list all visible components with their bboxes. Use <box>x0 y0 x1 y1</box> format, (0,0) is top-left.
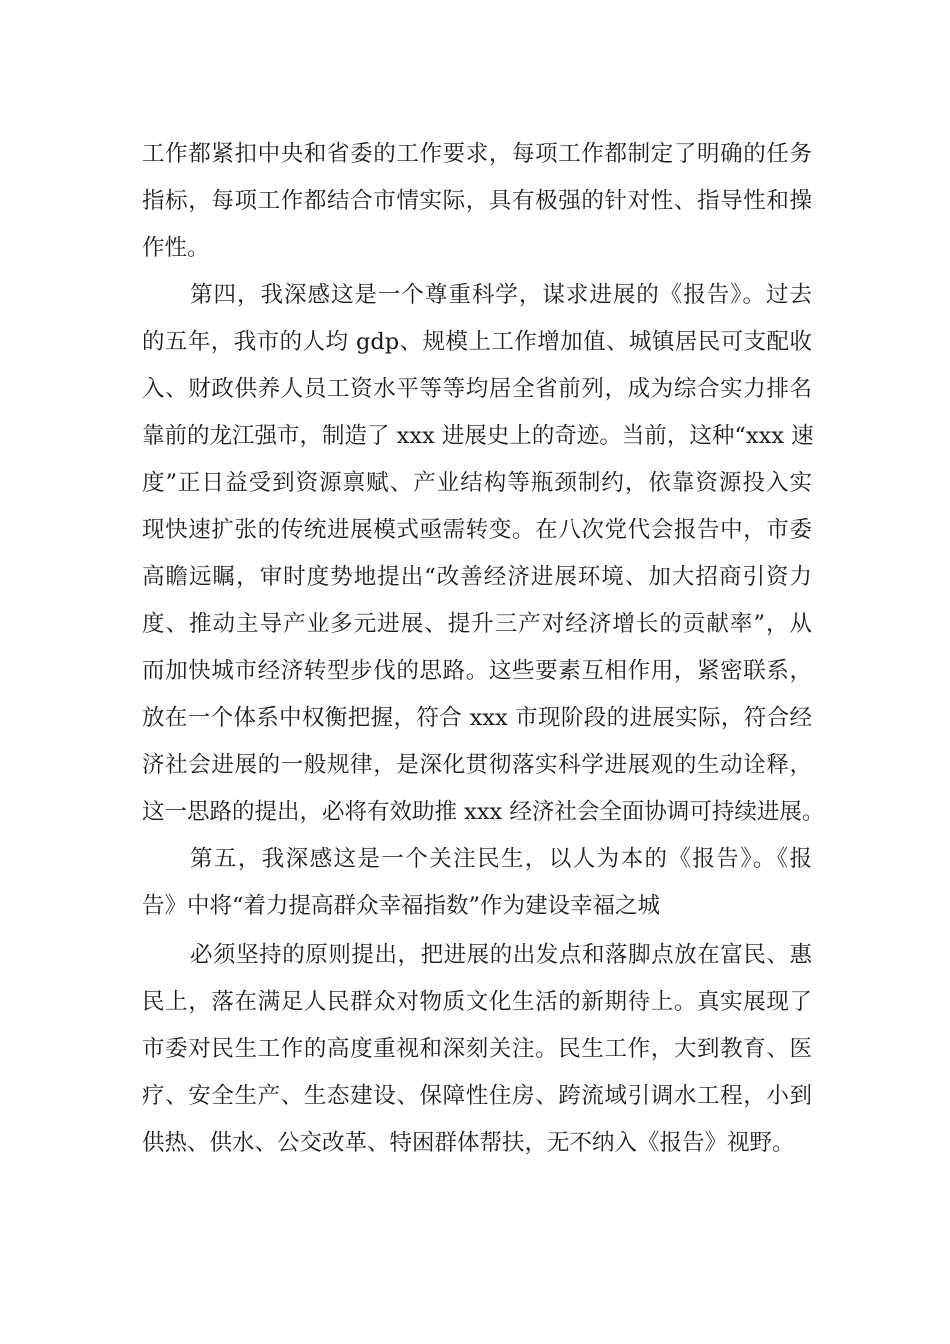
text-line: 济社会进展的一般规律，是深化贯彻落实科学进展观的生动诠释， <box>142 752 812 778</box>
text-line: 现快速扩张的传统进展模式亟需转变。在八次党代会报告中，市委 <box>142 517 812 543</box>
paragraph-first-line: 第四，我深感这是一个尊重科学，谋求进展的《报告》。过去 <box>190 282 812 308</box>
text-line: 供热、供水、公交改革、特困群体帮扶，无不纳入《报告》视野。 <box>142 1130 795 1156</box>
text-line: 民上，落在满足人民群众对物质文化生活的新期待上。真实展现了 <box>142 989 812 1015</box>
text-line: 靠前的龙江强市，制造了 xxx 进展史上的奇迹。当前，这种“xxx 速 <box>142 423 814 449</box>
paragraph-first-line: 第五，我深感这是一个关注民生，以人为本的《报告》。《报 <box>190 846 812 872</box>
text-line: 作性。 <box>142 235 210 261</box>
text-line: 疗、安全生产、生态建设、保障性住房、跨流域引调水工程，小到 <box>142 1083 812 1109</box>
text-line: 而加快城市经济转型步伐的思路。这些要素互相作用，紧密联系， <box>142 658 812 684</box>
text-line: 指标，每项工作都结合市情实际，具有极强的针对性、指导性和操 <box>142 188 812 214</box>
text-line: 度”正日益受到资源禀赋、产业结构等瓶颈制约，依靠资源投入实 <box>142 470 812 496</box>
text-line: 入、财政供养人员工资水平等等均居全省前列，成为综合实力排名 <box>142 376 812 402</box>
text-line: 高瞻远瞩，审时度势地提出“改善经济进展环境、加大招商引资力 <box>142 564 812 590</box>
text-line: 度、推动主导产业多元进展、提升三产对经济增长的贡献率”，从 <box>142 611 812 637</box>
text-line: 市委对民生工作的高度重视和深刻关注。民生工作，大到教育、医 <box>142 1036 812 1062</box>
text-line: 这一思路的提出，必将有效助推 xxx 经济社会全面协调可持续进展。 <box>142 799 825 825</box>
text-line: 告》中将“着力提高群众幸福指数”作为建设幸福之城 <box>142 893 661 919</box>
text-line: 的五年，我市的人均 gdp、规模上工作增加值、城镇居民可支配收 <box>142 329 812 355</box>
paragraph-first-line: 必须坚持的原则提出，把进展的出发点和落脚点放在富民、惠 <box>190 942 812 968</box>
text-line: 工作都紧扣中央和省委的工作要求，每项工作都制定了明确的任务 <box>142 141 812 167</box>
text-line: 放在一个体系中权衡把握，符合 xxx 市现阶段的进展实际，符合经 <box>142 705 812 731</box>
